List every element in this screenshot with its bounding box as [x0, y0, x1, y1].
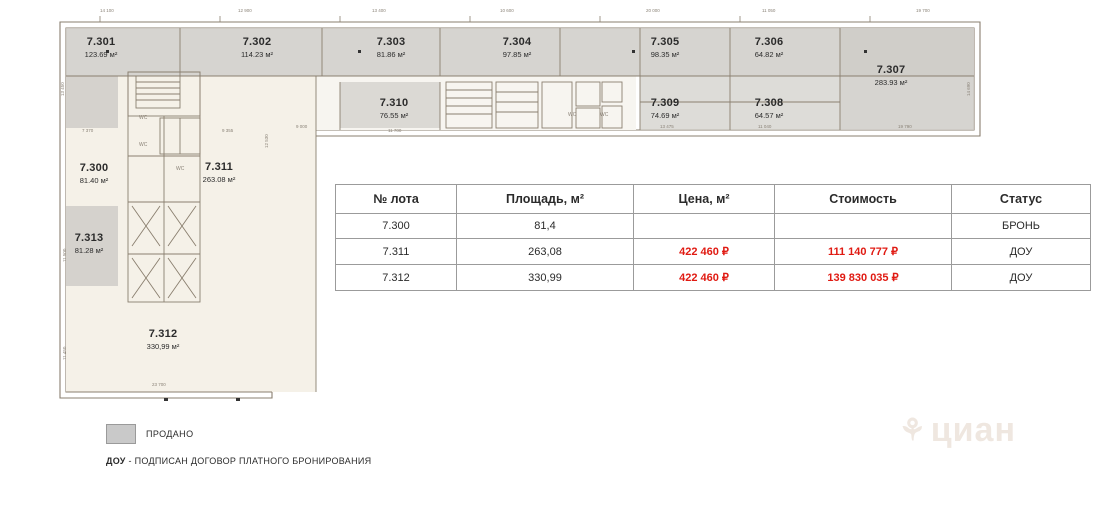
cell-price: 422 460 ₽ — [634, 265, 775, 291]
unit-code: 7.311 — [205, 161, 233, 173]
table-row — [336, 239, 1091, 265]
legend — [106, 424, 371, 466]
dim-bottom-5: 13 475 — [660, 124, 674, 129]
unit-code: 7.304 — [502, 36, 532, 48]
dim-bottom-7: 19 790 — [898, 124, 912, 129]
unit-area: 98.35 м² — [650, 49, 680, 59]
room-tag-wc-5: WC — [600, 112, 609, 118]
status-badge: ДОУ — [952, 265, 1091, 291]
legend-sold — [106, 424, 371, 444]
unit-code: 7.308 — [754, 97, 784, 109]
unit-code: 7.301 — [86, 36, 116, 48]
dim-top-6: 11 050 — [762, 8, 776, 13]
dim-right-1: 14 690 — [966, 82, 971, 96]
dim-bottom-3: 9 000 — [296, 124, 308, 129]
dim-top-1: 14 100 — [100, 8, 114, 13]
status-badge: БРОНЬ — [952, 214, 1091, 239]
unit-code: 7.303 — [376, 36, 406, 48]
unit-code: 7.300 — [79, 162, 109, 174]
room-tag-wc-3: WC — [176, 166, 185, 172]
cell-lot: 7.300 — [336, 214, 457, 239]
header-total: Стоимость — [775, 185, 952, 214]
unit-area: 330,99 м² — [146, 341, 180, 351]
unit-code: 7.302 — [242, 36, 272, 48]
sold-swatch-icon — [106, 424, 136, 444]
dim-bottom-2: 9 355 — [222, 128, 234, 133]
header-lot: № лота — [336, 185, 457, 214]
dim-bottom-6: 11 040 — [758, 124, 772, 129]
cell-lot: 7.311 — [336, 239, 457, 265]
dim-bottom-1: 7 370 — [82, 128, 94, 133]
unit-code: 7.310 — [379, 97, 409, 109]
unit-code: 7.307 — [876, 64, 906, 76]
cell-total: 111 140 777 ₽ — [775, 239, 952, 265]
watermark-text: циан — [930, 411, 1016, 449]
room-tag-wc-2: WC — [139, 142, 148, 148]
unit-area: 74.69 м² — [650, 110, 680, 120]
unit-area: 114.23 м² — [240, 49, 274, 59]
dim-left-1: 13 450 — [60, 82, 65, 96]
dim-left-4: 11 450 — [62, 346, 67, 360]
cell-lot: 7.312 — [336, 265, 457, 291]
dim-left-3: 11 500 — [62, 248, 67, 262]
unit-area: 64.82 м² — [754, 49, 784, 59]
unit-code: 7.306 — [754, 36, 784, 48]
header-area: Площадь, м² — [457, 185, 634, 214]
unit-area: 97.85 м² — [502, 49, 532, 59]
table-row — [336, 214, 1091, 239]
unit-area: 81.40 м² — [79, 175, 109, 185]
lot-table — [335, 184, 1091, 291]
table-header-row — [336, 185, 1091, 214]
legend-dou-abbr: ДОУ — [106, 456, 126, 466]
cell-area: 263,08 — [457, 239, 634, 265]
dim-bottom-8: 23 700 — [152, 382, 166, 387]
cell-price — [634, 214, 775, 239]
cell-area: 81,4 — [457, 214, 634, 239]
unit-area: 283.93 м² — [874, 77, 908, 87]
unit-area: 81.86 м² — [376, 49, 406, 59]
legend-dou-text: - ПОДПИСАН ДОГОВОР ПЛАТНОГО БРОНИРОВАНИЯ — [128, 456, 372, 466]
table-row — [336, 265, 1091, 291]
unit-code: 7.309 — [650, 97, 680, 109]
legend-sold-label: ПРОДАНО — [146, 429, 194, 439]
cell-total — [775, 214, 952, 239]
dim-top-5: 20 000 — [646, 8, 660, 13]
unit-area: 64.57 м² — [754, 110, 784, 120]
room-tag-wc-4: WC — [568, 112, 577, 118]
dim-top-3: 13 400 — [372, 8, 386, 13]
dim-top-4: 10 600 — [500, 8, 514, 13]
cell-area: 330,99 — [457, 265, 634, 291]
dim-bottom-4: 11 700 — [388, 128, 402, 133]
dim-left-2: 12 530 — [264, 134, 269, 148]
unit-code: 7.313 — [74, 232, 104, 244]
header-price: Цена, м² — [634, 185, 775, 214]
legend-dou — [106, 456, 371, 466]
unit-area: 123.69 м² — [84, 49, 118, 59]
cell-price: 422 460 ₽ — [634, 239, 775, 265]
dim-top-2: 12 900 — [238, 8, 252, 13]
unit-area: 263.08 м² — [202, 174, 236, 184]
room-tag-wc-1: WC — [139, 115, 148, 121]
status-badge: ДОУ — [952, 239, 1091, 265]
unit-area: 81.28 м² — [74, 245, 104, 255]
dim-top-7: 19 700 — [916, 8, 930, 13]
unit-code: 7.312 — [148, 328, 178, 340]
unit-code: 7.305 — [650, 36, 680, 48]
unit-area: 76.55 м² — [379, 110, 409, 120]
header-status: Статус — [952, 185, 1091, 214]
cell-total: 139 830 035 ₽ — [775, 265, 952, 291]
watermark-logo-icon: ⚘ — [898, 414, 927, 447]
watermark — [899, 411, 1016, 450]
